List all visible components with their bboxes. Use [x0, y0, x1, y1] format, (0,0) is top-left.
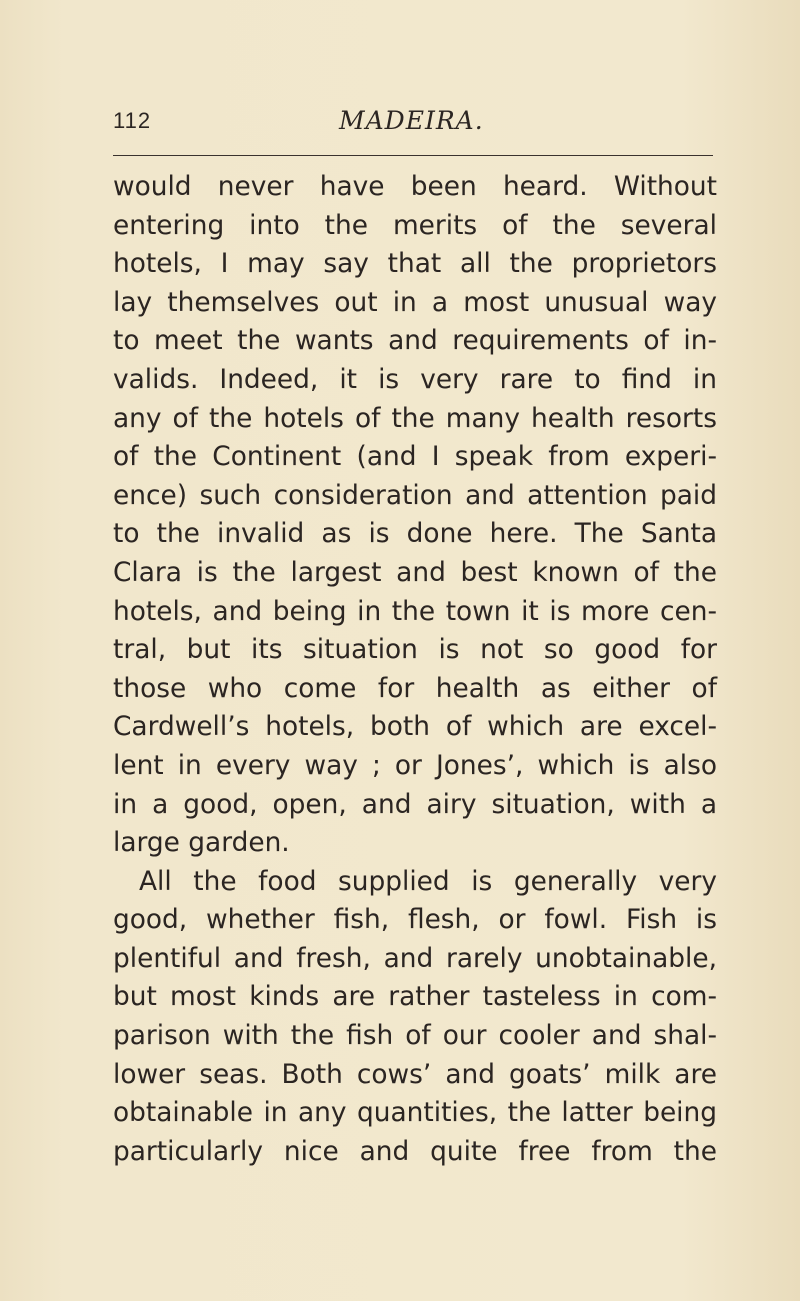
text-line: valids. Indeed, it is very rare to find in — [113, 363, 717, 395]
text-line: lay themselves out in a most unusual way — [113, 286, 717, 318]
body-text — [113, 168, 717, 1171]
text-line: particularly nice and quite free from the — [113, 1135, 717, 1167]
text-line: ence) such consideration and attention paid — [113, 479, 717, 511]
page-header — [113, 108, 713, 140]
text-line: Cardwell’s hotels, both of which are excel- — [113, 711, 717, 743]
text-line: lower seas. Both cows’ and goats’ milk are — [113, 1058, 717, 1090]
text-line: to meet the wants and requirements of in- — [113, 325, 717, 357]
text-line: of the Continent (and I speak from experi- — [113, 441, 717, 473]
text-line: tral, but its situation is not so good for — [113, 634, 717, 666]
text-line: any of the hotels of the many health resorts — [113, 402, 717, 434]
text-line: but most kinds are rather tasteless in com- — [113, 981, 717, 1013]
header-rule — [113, 155, 713, 156]
text-line: those who come for health as either of — [113, 672, 717, 704]
text-line: plentiful and fresh, and rarely unobtainable, — [113, 942, 717, 974]
text-line: obtainable in any quantities, the latter being — [113, 1097, 717, 1129]
text-line: large garden. — [113, 827, 290, 859]
text-line: parison with the fish of our cooler and shal- — [113, 1020, 717, 1052]
text-line: would never have been heard. Without — [113, 171, 717, 202]
text-line: All the food supplied is generally very — [139, 865, 717, 897]
text-line: hotels, and being in the town it is more cen- — [113, 595, 717, 627]
text-line: in a good, open, and airy situation, with a — [113, 788, 717, 820]
text-line: hotels, I may say that all the proprietors — [113, 248, 717, 280]
text-line: good, whether fish, flesh, or fowl. Fish is — [113, 904, 717, 936]
text-line: to the invalid as is done here. The Santa — [113, 518, 717, 550]
page-number: 112 — [113, 108, 152, 133]
text-line: entering into the merits of the several — [113, 209, 717, 241]
text-line: lent in every way ; or Jones’, which is also — [113, 749, 717, 781]
text-line: Clara is the largest and best known of the — [113, 556, 717, 588]
running-head: MADEIRA. — [339, 106, 484, 135]
